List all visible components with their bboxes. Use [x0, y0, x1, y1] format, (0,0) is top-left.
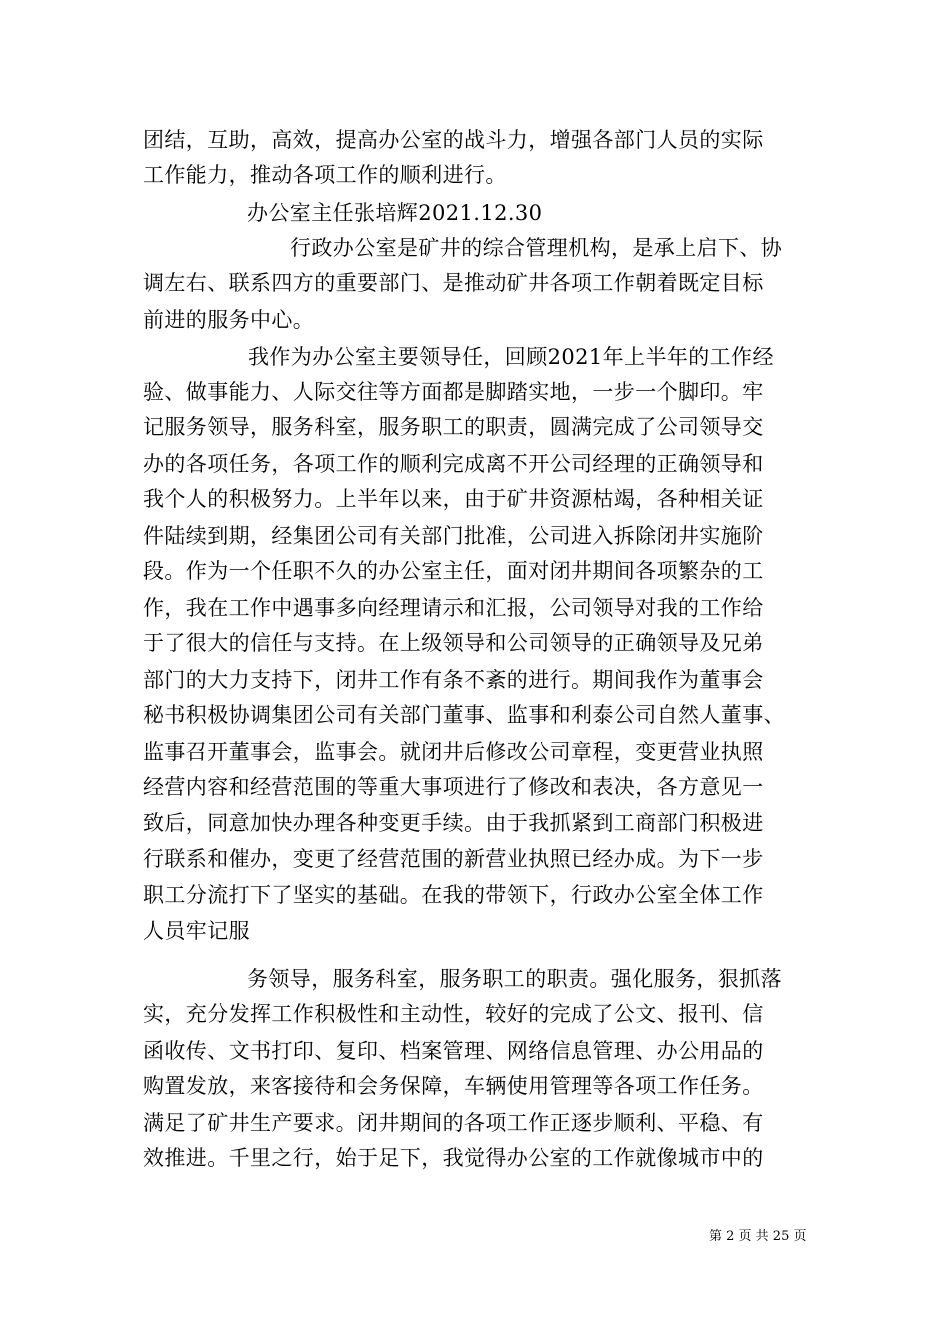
- text-line: 购置发放，来客接待和会务保障，车辆使用管理等各项工作任务。: [143, 1074, 764, 1098]
- text-line: 函收传、文书打印、复印、档案管理、网络信息管理、办公用品的: [143, 1039, 764, 1063]
- text-line: 记服务领导，服务科室，服务职工的职责，圆满完成了公司领导交: [143, 415, 764, 439]
- text-line: 效推进。千里之行，始于足下，我觉得办公室的工作就像城市中的: [143, 1146, 764, 1170]
- text-line: 前进的服务中心。: [143, 308, 315, 332]
- signature-line: 办公室主任张培辉2021.12.30: [247, 201, 543, 225]
- text-line: 我作为办公室主要领导任，回顾2021年上半年的工作经: [248, 345, 774, 369]
- page-number-footer: 第 2 页 共 25 页: [709, 1229, 807, 1244]
- text-line: 行联系和催办，变更了经营范围的新营业执照已经办成。为下一步: [143, 847, 764, 871]
- text-line: 件陆续到期，经集团公司有关部门批准，公司进入拆除闭井实施阶: [143, 524, 764, 548]
- text-line: 办的各项任务，各项工作的顺利完成离不开公司经理的正确领导和: [143, 452, 764, 476]
- text-line: 工作能力，推动各项工作的顺利进行。: [143, 163, 507, 187]
- text-line: 致后，同意加快办理各种变更手续。由于我抓紧到工商部门积极进: [143, 811, 764, 835]
- text-line: 务领导，服务科室，服务职工的职责。强化服务，狠抓落: [247, 967, 782, 991]
- text-line: 部门的大力支持下，闭井工作有条不紊的进行。期间我作为董事会: [143, 668, 764, 692]
- text-line: 秘书积极协调集团公司有关部门董事、监事和利泰公司自然人董事、: [143, 703, 785, 727]
- text-line: 段。作为一个任职不久的办公室主任，面对闭井期间各项繁杂的工: [143, 559, 764, 583]
- text-line: 我个人的积极努力。上半年以来，由于矿井资源枯竭，各种相关证: [143, 487, 764, 511]
- text-line: 调左右、联系四方的重要部门、是推动矿井各项工作朝着既定目标: [143, 271, 764, 295]
- text-line: 经营内容和经营范围的等重大事项进行了修改和表决，各方意见一: [143, 775, 764, 799]
- text-line: 团结，互助，高效，提高办公室的战斗力，增强各部门人员的实际: [143, 128, 764, 152]
- text-line: 人员牢记服: [143, 919, 250, 943]
- text-line: 验、做事能力、人际交往等方面都是脚踏实地，一步一个脚印。牢: [143, 380, 764, 404]
- text-line: 职工分流打下了坚实的基础。在我的带领下，行政办公室全体工作: [143, 883, 764, 907]
- text-line: 满足了矿井生产要求。闭井期间的各项工作正逐步顺利、平稳、有: [143, 1111, 764, 1135]
- text-line: 作，我在工作中遇事多向经理请示和汇报，公司领导对我的工作给: [143, 596, 764, 620]
- text-line: 于了很大的信任与支持。在上级领导和公司领导的正确领导及兄弟: [143, 631, 764, 655]
- text-line: 监事召开董事会，监事会。就闭井后修改公司章程，变更营业执照: [143, 740, 764, 764]
- text-line: 行政办公室是矿井的综合管理机构，是承上启下、协: [290, 236, 783, 260]
- text-line: 实，充分发挥工作积极性和主动性，较好的完成了公文、报刊、信: [143, 1002, 764, 1026]
